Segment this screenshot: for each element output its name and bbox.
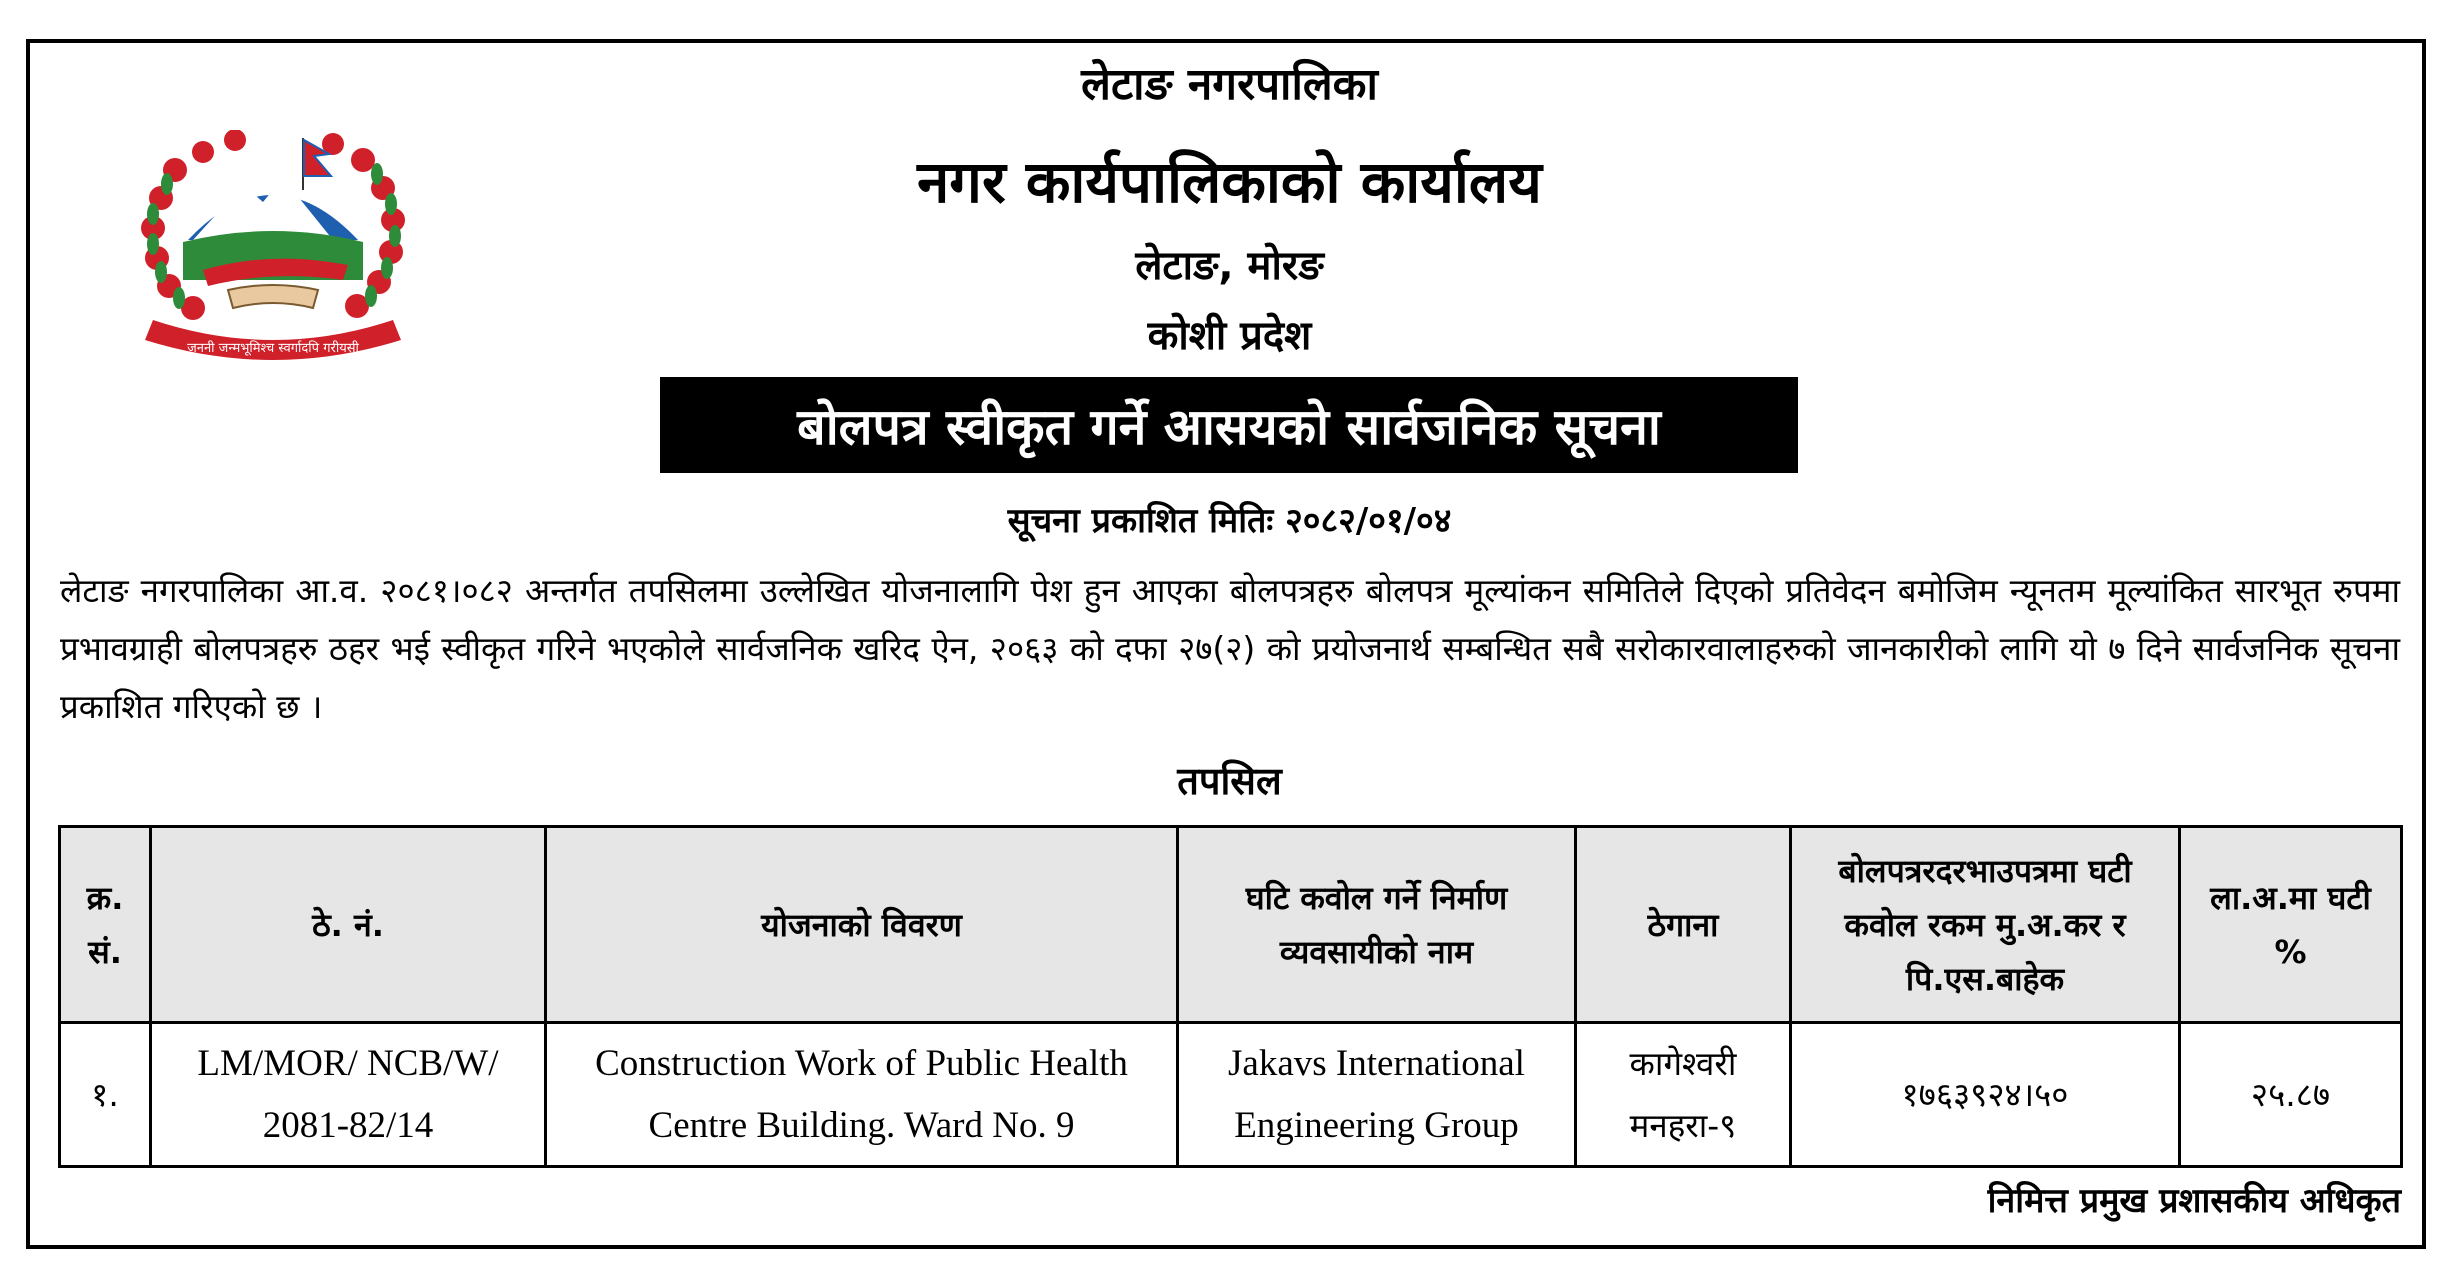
cell-percent: २५.८७	[2180, 1023, 2402, 1167]
province-name: कोशी प्रदेश	[1147, 313, 1312, 359]
publish-date-label: सूचना प्रकाशित मितिः	[1007, 501, 1274, 541]
cell-contract-no: LM/MOR/ NCB/W/ 2081-82/14	[151, 1023, 546, 1167]
header-address: ठेगाना	[1576, 827, 1791, 1023]
table-header-row	[60, 827, 2402, 1023]
notice-title-banner: बोलपत्र स्वीकृत गर्ने आसयको सार्वजनिक सूचना	[660, 377, 1798, 473]
office-address: लेटाङ, मोरङ	[1135, 243, 1324, 289]
bid-table	[58, 825, 2403, 1168]
cell-address: कागेश्वरी मनहरा-९	[1576, 1023, 1791, 1167]
publish-date-value: २०८२/०१/०४	[1285, 501, 1452, 541]
municipality-name: लेटाङ नगरपालिका	[1081, 59, 1378, 110]
header-project: योजनाको विवरण	[546, 827, 1178, 1023]
publish-date	[0, 496, 2459, 542]
header-amount: बोलपत्ररदरभाउपत्रमा घटी कवोल रकम मु.अ.कर र पि.एस.बाहेक	[1791, 827, 2180, 1023]
table-row	[60, 1023, 2402, 1167]
office-name: नगर कार्यपालिकाको कार्यालय	[917, 148, 1542, 216]
header-sn: क्र. सं.	[60, 827, 151, 1023]
cell-sn: १.	[60, 1023, 151, 1167]
notice-body: लेटाङ नगरपालिका आ.व. २०८१।०८२ अन्तर्गत तपसिलमा उल्लेखित योजनालागि पेश हुन आएका बोलपत्रहरु बोलपत्र मूल्यांकन समितिले दिएको प्रतिवेदन बमोजिम न्यूनतम मूल्यांकित सारभूत रुपमा प्रभावग्राही बोलपत्रहरु ठहर भई स्वीकृत गरिने भएकोले सार्वजनिक खरिद ऐन, २०६३ को दफा २७(२) को प्रयोजनार्थ सम्बन्धित सबै सरोकारवालाहरुको जानकारीको लागि यो ७ दिने सार्वजनिक सूचना प्रकाशित गरिएको छ ।	[60, 571, 2400, 726]
section-title: तपसिल	[1177, 759, 1282, 803]
header-contractor: घटि कवोल गर्ने निर्माण व्यवसायीको नाम	[1178, 827, 1576, 1023]
svg-text:जननी जन्मभूमिश्च स्वर्गादपि गर: जननी जन्मभूमिश्च स्वर्गादपि गरीयसी	[187, 341, 359, 356]
signature-title: निमित्त प्रमुख प्रशासकीय अधिकृत	[1987, 1181, 2401, 1221]
cell-contractor: Jakavs International Engineering Group	[1178, 1023, 1576, 1167]
cell-amount: १७६३९२४।५०	[1791, 1023, 2180, 1167]
header-percent: ला.अ.मा घटी %	[2180, 827, 2402, 1023]
header-contract-no: ठे. नं.	[151, 827, 546, 1023]
cell-project: Construction Work of Public Health Centre Building. Ward No. 9	[546, 1023, 1178, 1167]
